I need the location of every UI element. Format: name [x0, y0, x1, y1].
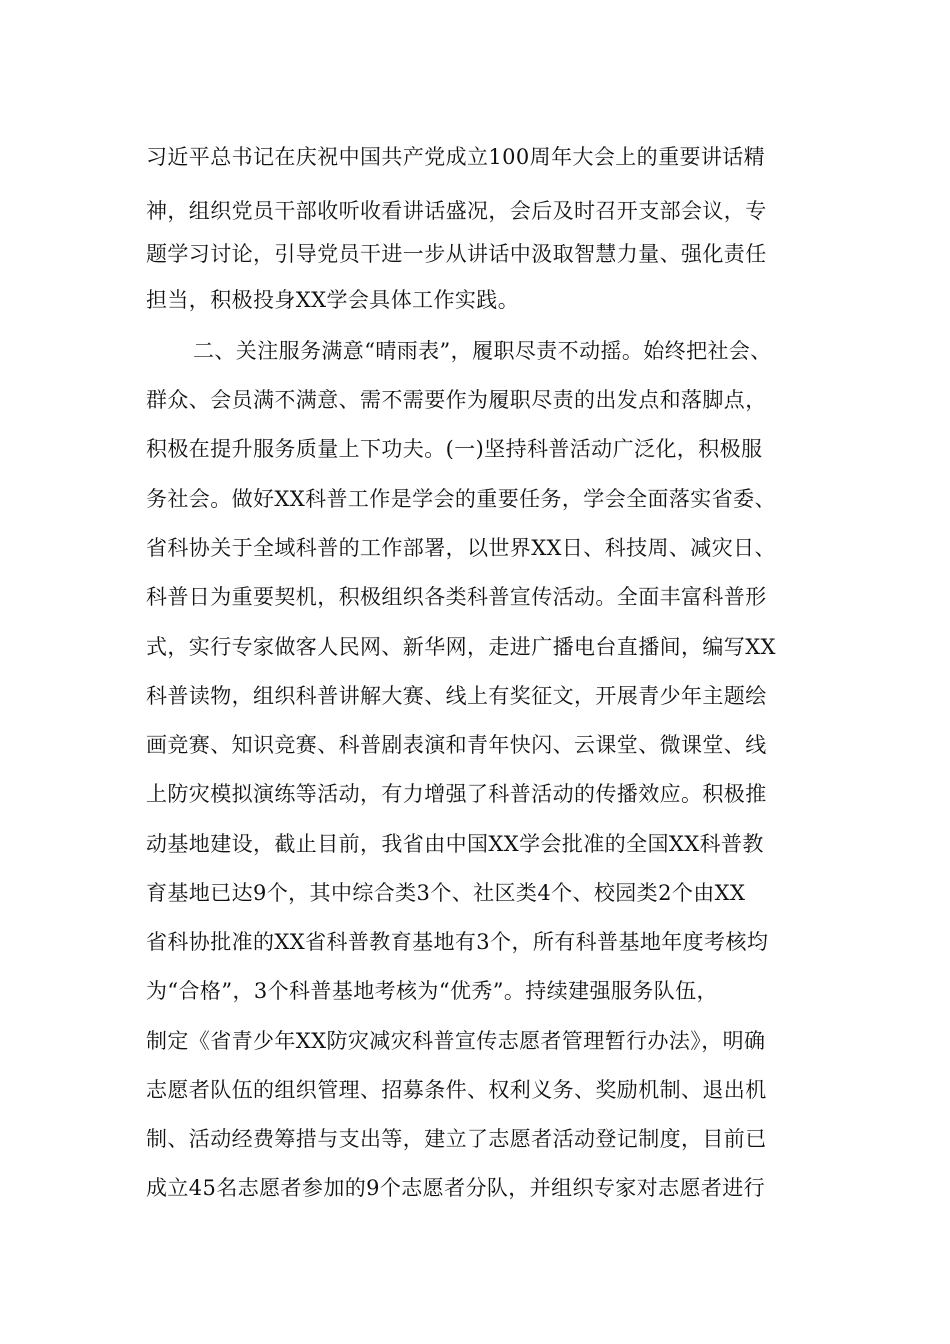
- text-line: 为“合格”，3个科普基地考核为“优秀”。持续建强服务队伍，: [146, 979, 718, 1003]
- text-line: 神，组织党员干部收听收看讲话盛况，会后及时召开支部会议，专: [146, 199, 767, 223]
- text-line: 制、活动经费筹措与支出等，建立了志愿者活动登记制度，目前已: [146, 1127, 767, 1151]
- text-line: 省科协关于全域科普的工作部署，以世界XX日、科技周、减灾日、: [146, 536, 776, 560]
- text-line: 制定《省青少年XX防灾减灾科普宣传志愿者管理暂行办法》，明确: [146, 1029, 766, 1053]
- text-line: 担当，积极投身XX学会具体工作实践。: [146, 288, 520, 312]
- text-line: 群众、会员满不满意、需不需要作为履职尽责的出发点和落脚点，: [146, 388, 767, 412]
- text-line: 志愿者队伍的组织管理、招募条件、权利义务、奖励机制、退出机: [146, 1078, 767, 1102]
- text-line: 育基地已达9个，其中综合类3个、社区类4个、校园类2个由XX: [146, 881, 746, 905]
- text-line: 习近平总书记在庆祝中国共产党成立100周年大会上的重要讲话精: [146, 145, 766, 169]
- text-line: 成立45名志愿者参加的9个志愿者分队，并组织专家对志愿者进行: [146, 1176, 766, 1200]
- text-line: 动基地建设，截止目前，我省由中国XX学会批准的全国XX科普教: [146, 832, 764, 856]
- text-line: 科普日为重要契机，积极组织各类科普宣传活动。全面丰富科普形: [146, 585, 767, 609]
- text-line: 务社会。做好XX科普工作是学会的重要任务，学会全面落实省委、: [146, 487, 776, 511]
- paragraph-start-line: 二、关注服务满意“晴雨表”，履职尽责不动摇。始终把社会、: [193, 339, 772, 363]
- text-line: 题学习讨论，引导党员干进一步从讲话中汲取智慧力量、强化责任: [146, 242, 767, 266]
- text-line: 科普读物，组织科普讲解大赛、线上有奖征文，开展青少年主题绘: [146, 684, 767, 708]
- text-line: 上防灾模拟演练等活动，有力增强了科普活动的传播效应。积极推: [146, 782, 767, 806]
- text-line: 省科协批准的XX省科普教育基地有3个，所有科普基地年度考核均: [146, 930, 769, 954]
- text-line: 画竞赛、知识竞赛、科普剧表演和青年快闪、云课堂、微课堂、线: [146, 733, 767, 757]
- text-line: 积极在提升服务质量上下功夫。(一)坚持科普活动广泛化，积极服: [146, 437, 763, 461]
- text-line: 式，实行专家做客人民网、新华网，走进广播电台直播间，编写XX: [146, 635, 776, 659]
